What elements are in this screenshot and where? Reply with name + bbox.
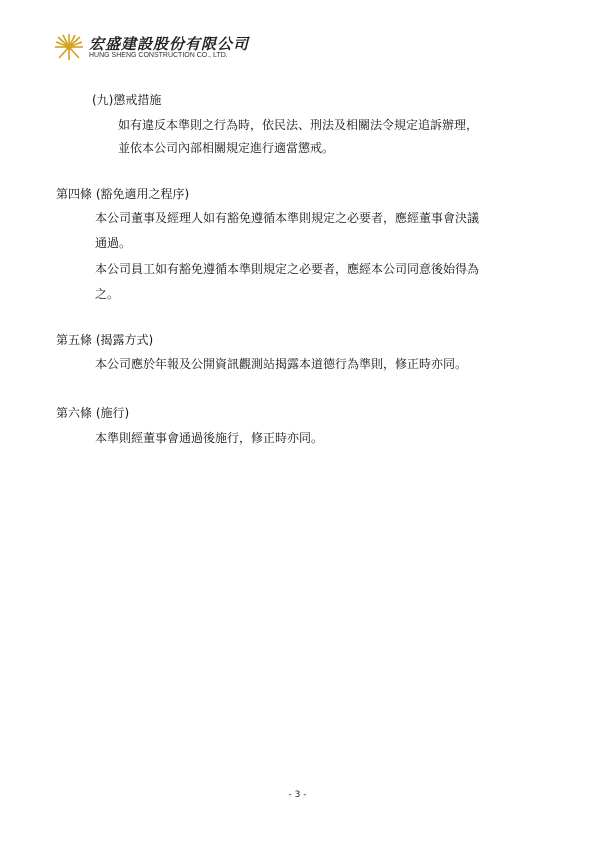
article-4-line-2: 通過。 [95, 236, 132, 250]
article-4-line-4: 之。 [95, 287, 120, 301]
article-4-line-3: 本公司員工如有豁免遵循本準則規定之必要者，應經本公司同意後始得為 [95, 262, 480, 276]
article-4-title: 第四條 (豁免適用之程序) [56, 187, 190, 201]
company-name-english: HUNG SHENG CONSTRUCTION CO., LTD. [89, 52, 228, 59]
letterhead [52, 32, 312, 72]
section-9-line-2: 並依本公司內部相關規定進行適當懲戒。 [118, 141, 335, 155]
article-5-line-1: 本公司應於年報及公開資訊觀測站揭露本道德行為準則，修正時亦同。 [95, 357, 468, 371]
article-6-line-1: 本準則經董事會通過後施行，修正時亦同。 [95, 431, 324, 445]
page-number: - 3 - [288, 790, 307, 800]
section-9-line-1: 如有違反本準則之行為時，依民法、刑法及相關法令規定追訴辦理， [118, 118, 479, 132]
article-4-line-1: 本公司董事及經理人如有豁免遵循本準則規定之必要者，應經董事會決議 [95, 211, 480, 225]
section-9-title: (九)懲戒措施 [92, 93, 162, 107]
sunburst-logo-icon [52, 32, 86, 62]
article-5-title: 第五條 (揭露方式) [56, 333, 154, 347]
company-name-chinese: 宏盛建設股份有限公司 [89, 35, 250, 53]
article-6-title: 第六條 (施行) [56, 406, 130, 420]
